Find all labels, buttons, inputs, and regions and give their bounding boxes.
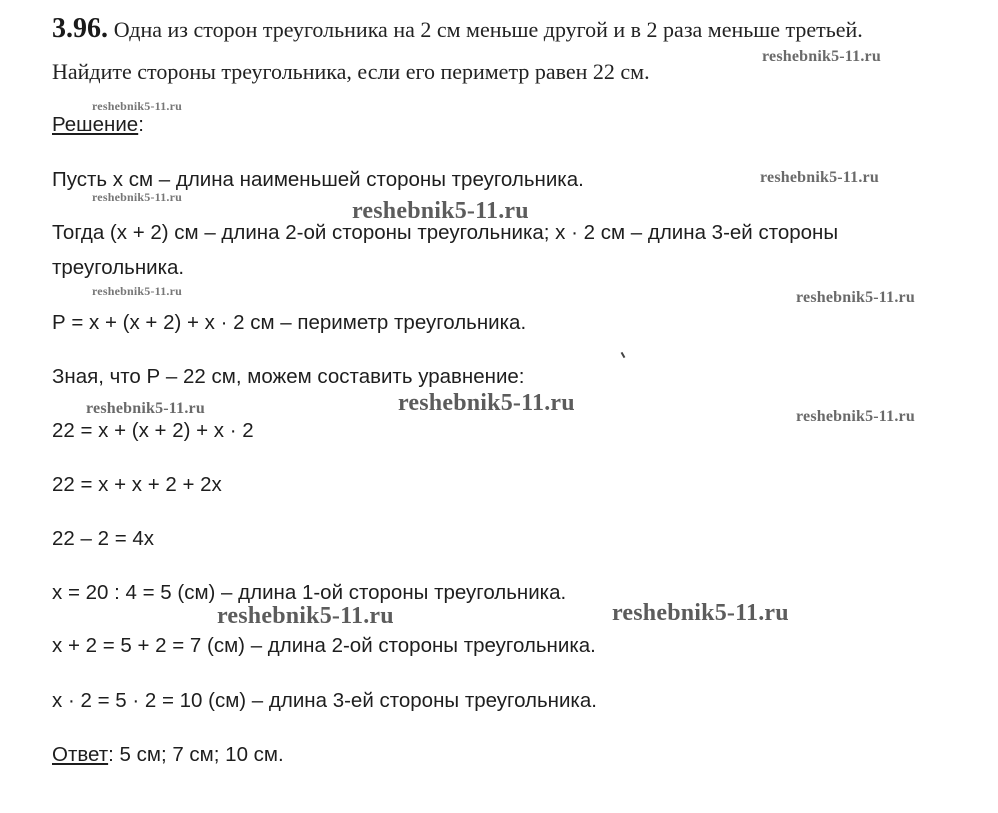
problem-statement-line-1 (52, 13, 863, 44)
watermark: reshebnik5-11.ru (352, 198, 529, 224)
solution-line-5: Зная, что Р – 22 см, можем составить уравнение: (52, 365, 525, 388)
watermark: reshebnik5-11.ru (796, 289, 915, 306)
watermark: reshebnik5-11.ru (92, 284, 182, 298)
result-line-3: х · 2 = 5 · 2 = 10 (см) – длина 3-ей стороны треугольника. (52, 689, 597, 712)
solution-heading-label: Решение (52, 113, 139, 136)
answer-line (52, 743, 284, 767)
problem-number: 3.96. (52, 13, 108, 44)
watermark: reshebnik5-11.ru (92, 190, 182, 204)
problem-statement-line-2: Найдите стороны треугольника, если его периметр равен 22 см. (52, 59, 650, 84)
answer-label: Ответ (52, 743, 109, 766)
solution-heading-colon: : (138, 113, 144, 136)
solution-line-2: Тогда (х + 2) см – длина 2-ой стороны треугольника; х · 2 см – длина 3-ей стороны (52, 221, 839, 244)
problem-text-1: Одна из сторон треугольника на 2 см меньше другой и в 2 раза меньше третьей. (113, 17, 863, 42)
watermark: reshebnik5-11.ru (92, 99, 182, 113)
watermark: reshebnik5-11.ru (86, 400, 205, 417)
watermark: reshebnik5-11.ru (398, 390, 575, 416)
equation-line-1: 22 = х + (х + 2) + х · 2 (52, 419, 254, 442)
solution-line-1: Пусть х см – длина наименьшей стороны треугольника. (52, 168, 584, 191)
watermark: reshebnik5-11.ru (760, 169, 879, 186)
answer-text: : 5 см; 7 см; 10 см. (108, 743, 284, 766)
watermark: reshebnik5-11.ru (612, 600, 789, 626)
solution-line-4: Р = х + (х + 2) + х · 2 см – периметр треугольника. (52, 311, 527, 334)
equation-line-3: 22 – 2 = 4х (52, 527, 155, 550)
result-line-1: х = 20 : 4 = 5 (см) – длина 1-ой стороны треугольника. (52, 581, 567, 604)
stray-mark (621, 352, 626, 358)
solution-line-3: треугольника. (52, 256, 185, 279)
watermark: reshebnik5-11.ru (762, 48, 881, 65)
watermark: reshebnik5-11.ru (217, 603, 394, 629)
equation-line-2: 22 = х + х + 2 + 2х (52, 473, 222, 496)
watermark: reshebnik5-11.ru (796, 408, 915, 425)
solution-heading (52, 113, 144, 137)
result-line-2: х + 2 = 5 + 2 = 7 (см) – длина 2-ой стороны треугольника. (52, 634, 596, 657)
